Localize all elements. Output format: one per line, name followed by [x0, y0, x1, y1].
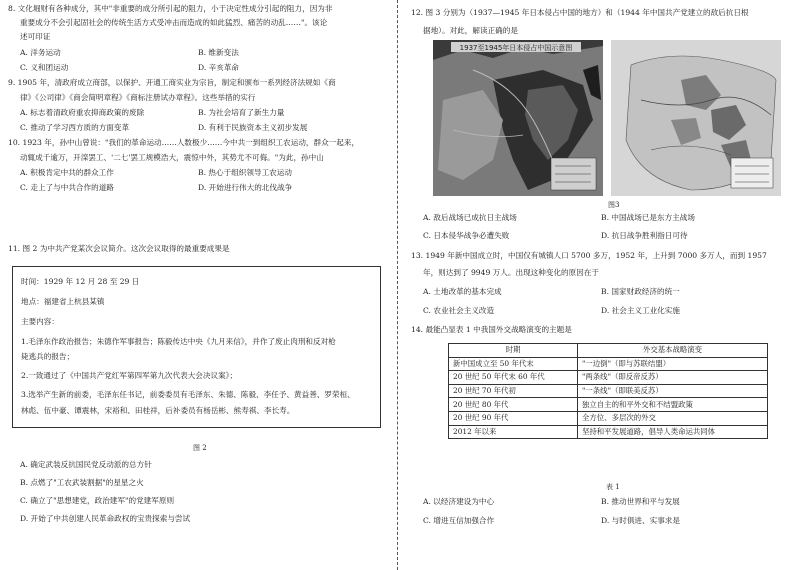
map-left-title: 1937至1945年日本侵占中国示意图	[459, 44, 573, 52]
map-japan-occupation	[433, 40, 603, 196]
q14-option-d[interactable]: D. 与时俱进、实事求是	[601, 516, 680, 525]
table-row	[449, 384, 768, 398]
table-cell: 20 世纪 70 年代初	[449, 384, 578, 398]
table-row	[449, 411, 768, 425]
q12-option-c[interactable]: C. 日本侵华战争必遭失败	[423, 231, 510, 240]
q9-line-1: 9. 1905 年，清政府成立商部，以保护、开通工商实业为宗旨，制定和颁布一系列经济法规如《商	[8, 78, 336, 87]
q14-line-1: 14. 最能凸显表 1 中我国外交战略演变的主题是	[411, 325, 572, 334]
q11-option-a[interactable]: A. 确定武装反抗国民党反动派的总方针	[20, 460, 152, 469]
q10-option-c[interactable]: C. 走上了与中共合作的道路	[20, 183, 114, 192]
table-header-row	[449, 344, 768, 358]
q14-option-b[interactable]: B. 推动世界和平与发展	[601, 497, 680, 506]
box-line-8: 林彪、伍中豪、谭震林，宋裕和、田桂祥，后补委员有杨岳彬、熊寿祺、李长寿。	[21, 406, 295, 415]
q13-line-2: 年，则达到了 9949 万人。出现这种变化的原因在于	[423, 268, 600, 277]
q8-option-a[interactable]: A. 洋务运动	[20, 48, 61, 57]
q13-option-c[interactable]: C. 农业社会主义改造	[423, 306, 495, 315]
figure-3-caption: 图3	[608, 201, 620, 209]
q11-line-1: 11. 图 2 为中共产党某次会议简介。这次会议取得的最重要成果是	[8, 244, 230, 253]
q9-option-b[interactable]: B. 为社会培育了新生力量	[198, 108, 285, 117]
q9-line-2: 律》《公司律》《商会简明章程》《商标注册试办章程》。这些举措的实行	[20, 93, 256, 102]
box-line-3: 主要内容：	[21, 317, 59, 326]
q13-line-1: 13. 1949 年新中国成立时，中国仅有城镇人口 5700 多万，1952 年，上升到 7000 多万人，而到 1957	[411, 251, 767, 260]
q14-option-a[interactable]: A. 以经济建设为中心	[423, 497, 495, 506]
table-row	[449, 425, 768, 439]
table-cell: 2012 年以来	[449, 425, 578, 439]
q12-option-d[interactable]: D. 抗日战争胜利指日可待	[601, 231, 688, 240]
q12-line-1: 12. 图 3 分别为（1937—1945 年日本侵占中国的地方）和（1944 年中国共产党建立的敌后抗日根	[411, 8, 749, 17]
q8-option-c[interactable]: C. 义和团运动	[20, 63, 69, 72]
table-cell: 20 世纪 90 年代	[449, 411, 578, 425]
table-cell: 独立自主的和平外交和不结盟政策	[578, 398, 768, 412]
q9-option-d[interactable]: D. 有利于民族资本主义初步发展	[198, 123, 308, 132]
q10-line-2: 动辄成千逾万，开滦罢工、'二七'罢工规模浩大，震惊中外，其势尤不可侮。"为此，孙中山	[20, 153, 324, 162]
q8-line-2: 重要成分不会引起固社会的传统生活方式受冲击而造成的如此猛烈、痛苦的动乱……"。该论	[20, 18, 328, 27]
column-divider	[397, 0, 398, 570]
q12-option-b[interactable]: B. 中国战场已是东方主战场	[601, 213, 695, 222]
q9-option-c[interactable]: C. 推动了学习西方质的方面变革	[20, 123, 130, 132]
box-line-2: 地点：福建省上杭县某镇	[21, 297, 105, 306]
diplomacy-table	[448, 343, 768, 439]
q11-option-d[interactable]: D. 开始了中共创建人民革命政权的宝贵探索与尝试	[20, 514, 191, 523]
table-row	[449, 371, 768, 385]
table-header-period: 时期	[449, 344, 578, 358]
table-cell: 20 世纪 50 年代末 60 年代	[449, 371, 578, 385]
q8-line-3: 述可印证	[20, 32, 51, 41]
box-line-1: 时间：1929 年 12 月 28 至 29 日	[21, 277, 140, 286]
table-row	[449, 398, 768, 412]
table-1-caption: 表 1	[606, 483, 620, 491]
box-line-7: 3.选举产生新的前委，毛泽东任书记，前委委员有毛泽东、朱德、陈毅、李任予、黄益善、罗荣桓、	[21, 390, 355, 399]
box-line-6: 2.一致通过了《中国共产党红军第四军第九次代表大会决议案》；	[21, 371, 238, 380]
q10-option-b[interactable]: B. 热心于组织领导工农运动	[198, 168, 292, 177]
q10-line-1: 10. 1923 年，孙中山曾说："我们的革命运动……人数极少……今中共一到组织工农运动，群众一起来，	[8, 138, 360, 147]
q13-option-b[interactable]: B. 国家财政经济的统一	[601, 287, 680, 296]
q9-option-a[interactable]: A. 标志着清政府重农抑商政策的废除	[20, 108, 145, 117]
q10-option-d[interactable]: D. 开始进行伟大的北伐战争	[198, 183, 293, 192]
q11-option-c[interactable]: C. 确立了"思想建党，政治建军"的党建军原则	[20, 496, 175, 505]
table-cell: 新中国成立至 50 年代末	[449, 357, 578, 371]
table-cell: 20 世纪 80 年代	[449, 398, 578, 412]
q13-option-d[interactable]: D. 社会主义工业化实施	[601, 306, 680, 315]
table-cell: "一边倒"（即与苏联结盟）	[578, 357, 768, 371]
q11-meeting-box	[12, 266, 381, 428]
q11-option-b[interactable]: B. 点燃了"工农武装割据"的星星之火	[20, 478, 144, 487]
table-cell: 坚持和平发展道路，倡导人类命运共同体	[578, 425, 768, 439]
q13-option-a[interactable]: A. 土地改革的基本完成	[423, 287, 502, 296]
table-cell: 全方位、多层次的外交	[578, 411, 768, 425]
q12-line-2: 据地）。对此，解读正确的是	[423, 26, 518, 35]
table-cell: "两条线"（即反帝反苏）	[578, 371, 768, 385]
map-base-areas	[611, 40, 781, 196]
q12-option-a[interactable]: A. 敌后战场已成抗日主战场	[423, 213, 517, 222]
table-cell: "一条线"（即联美反苏）	[578, 384, 768, 398]
figure-2-caption: 图 2	[193, 444, 207, 452]
box-line-5: 毙逃兵的报告；	[21, 352, 75, 361]
q8-line-1: 8. 文化堀财有各种成分，其中"非重要的成分所引起的阻力，小于决定性成分引起的阻力，因为非	[8, 4, 333, 13]
q10-option-a[interactable]: A. 积极肯定中共的群众工作	[20, 168, 114, 177]
q14-option-c[interactable]: C. 增进互信加强合作	[423, 516, 495, 525]
q8-option-d[interactable]: D. 辛亥革命	[198, 63, 240, 72]
box-line-4: 1.毛泽东作政治报告；朱德作军事报告；陈毅传达中央《九月来信》，并作了废止肉刑和反对枪	[21, 337, 336, 346]
q8-option-b[interactable]: B. 维新变法	[198, 48, 239, 57]
table-header-strategy: 外交基本战略演变	[578, 344, 768, 358]
table-row	[449, 357, 768, 371]
